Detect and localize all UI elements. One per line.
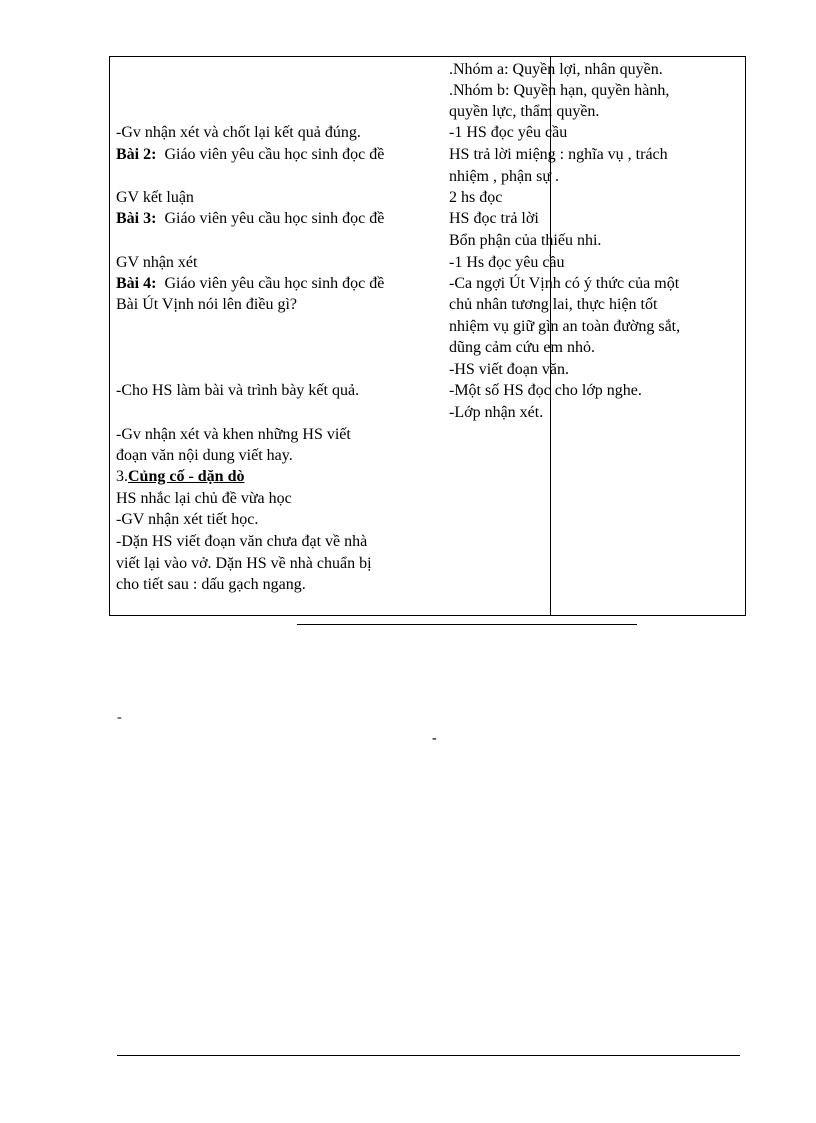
- left-line-16: cho tiết sau : dấu gạch ngang.: [116, 576, 306, 593]
- lesson-table: [109, 56, 746, 616]
- table-end-rule: [297, 624, 637, 625]
- left-line-1: -Gv nhận xét và chốt lại kết quả đúng.: [116, 124, 361, 141]
- left-line-12: HS nhắc lại chủ đề vừa học: [116, 490, 292, 507]
- left-line-6: [116, 274, 384, 294]
- right-line-16: -Một số HS đọc cho lớp nghe.: [449, 382, 642, 399]
- exercise-3-text: Giáo viên yêu cầu học sinh đọc đề: [164, 210, 385, 227]
- right-line-17: -Lớp nhận xét.: [449, 404, 544, 421]
- exercise-4-label: Bài 4:: [116, 275, 157, 292]
- right-line-9: Bổn phận của thiếu nhi.: [449, 232, 602, 249]
- right-line-12: chủ nhân tương lai, thực hiện tốt: [449, 296, 658, 313]
- footer-rule: [117, 1055, 740, 1056]
- right-line-5: HS trả lời miệng : nghĩa vụ , trách: [449, 146, 668, 163]
- section-3-number: 3.: [116, 468, 128, 485]
- left-line-9: -Gv nhận xét và khen những HS viết: [116, 426, 351, 443]
- exercise-3-label: Bài 3:: [116, 210, 157, 227]
- right-line-4: -1 HS đọc yêu cầu: [449, 124, 568, 141]
- left-line-4: [116, 209, 384, 229]
- left-line-10: đoạn văn nội dung viết hay.: [116, 447, 293, 464]
- right-line-7: 2 hs đọc: [449, 189, 503, 206]
- exercise-4-text: Giáo viên yêu cầu học sinh đọc đề: [164, 275, 385, 292]
- left-line-3: GV kết luận: [116, 189, 194, 206]
- left-line-5: GV nhận xét: [116, 254, 198, 271]
- left-line-13: -GV nhận xét tiết học.: [116, 511, 259, 528]
- right-line-11: -Ca ngợi Út Vịnh có ý thức của một: [449, 275, 680, 292]
- right-line-3: quyền lực, thẩm quyền.: [449, 103, 600, 120]
- right-line-10: -1 Hs đọc yêu cầu: [449, 254, 565, 271]
- right-line-1: .Nhóm a: Quyền lợi, nhân quyền.: [449, 61, 663, 78]
- right-line-14: dũng cảm cứu em nhỏ.: [449, 339, 595, 356]
- right-line-2: .Nhóm b: Quyền hạn, quyền hành,: [449, 82, 670, 99]
- exercise-2-label: Bài 2:: [116, 146, 157, 163]
- left-line-15: viết lại vào vở. Dặn HS về nhà chuẩn bị: [116, 555, 372, 572]
- right-line-13: nhiệm vụ giữ gìn an toàn đường sắt,: [449, 318, 681, 335]
- right-line-15: -HS viết đoạn văn.: [449, 361, 569, 378]
- stray-dash-left: -: [117, 710, 122, 725]
- left-line-7: Bài Út Vịnh nói lên điều gì?: [116, 296, 298, 313]
- exercise-2-text: Giáo viên yêu cầu học sinh đọc đề: [164, 146, 385, 163]
- right-line-8: HS đọc trả lời: [449, 210, 539, 227]
- left-line-2: [116, 145, 384, 165]
- left-line-8: -Cho HS làm bài và trình bày kết quả.: [116, 382, 360, 399]
- stray-dash-center: -: [432, 731, 437, 746]
- section-3-heading: [116, 467, 244, 487]
- section-3-title: Củng cố - dặn dò: [128, 468, 245, 485]
- left-line-14: -Dặn HS viết đoạn văn chưa đạt về nhà: [116, 533, 368, 550]
- right-line-6: nhiệm , phận sự .: [449, 168, 559, 185]
